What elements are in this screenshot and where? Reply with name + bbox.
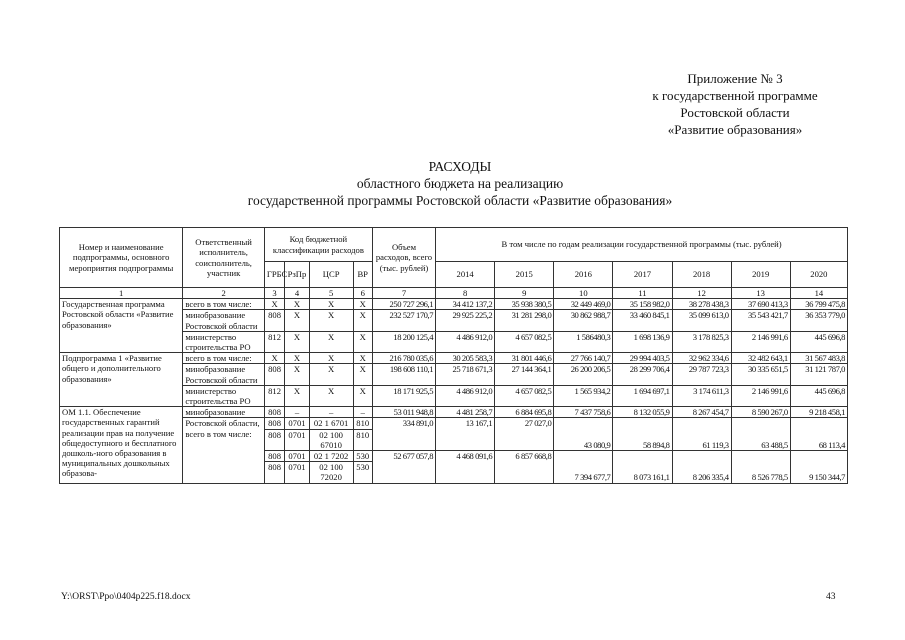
csr-cell: 02 1 7202 xyxy=(309,451,353,462)
column-number: 10 xyxy=(554,288,613,299)
table-row xyxy=(60,353,848,364)
year-value-cell: 35 099 613,0 xyxy=(672,310,731,331)
csr-cell: Х xyxy=(309,310,353,331)
csr-cell: Х xyxy=(309,364,353,385)
header-volume: Объем расходов, всего (тыс. рублей) xyxy=(372,228,435,288)
program-name: ОМ 1.1. Обеспечение государственных гарантий реализации прав на получение общедоступного и бесплатного дошколь-ного образования в муниципальных дошкольных образова- xyxy=(60,407,183,483)
header-csr: ЦСР xyxy=(309,262,353,288)
year-value-cell: 8 132 055,9 xyxy=(613,407,672,418)
vr-cell: Х xyxy=(353,331,372,352)
year-value-cell: 4 486 912,0 xyxy=(436,385,495,406)
header-years-group: В том числе по годам реализации государственной программы (тыс. рублей) xyxy=(436,228,848,262)
rzpr-cell: Х xyxy=(285,299,309,310)
rzpr-cell: Х xyxy=(285,310,309,331)
appendix-block xyxy=(600,70,870,138)
executor-cell: Ростовской области, всего в том числе: xyxy=(183,418,265,483)
year-value-cell: 38 278 438,3 xyxy=(672,299,731,310)
year-value-cell: 2 146 991,6 xyxy=(731,385,790,406)
year-value-cell: 8 073 161,1 xyxy=(613,451,672,484)
year-value-cell: 6 857 668,8 xyxy=(495,451,554,484)
year-value-cell: 26 200 206,5 xyxy=(554,364,613,385)
year-value-cell: 4 486 912,0 xyxy=(436,331,495,352)
year-value-cell: 1 694 697,1 xyxy=(613,385,672,406)
title-line: РАСХОДЫ xyxy=(428,159,492,174)
appendix-line: «Развитие образования» xyxy=(667,122,803,137)
grbs-cell: Х xyxy=(264,299,284,310)
year-value-cell: 36 353 779,0 xyxy=(790,310,847,331)
column-number: 9 xyxy=(495,288,554,299)
grbs-cell: Х xyxy=(264,353,284,364)
header-grbs: ГРБС xyxy=(264,262,284,288)
column-number: 7 xyxy=(372,288,435,299)
appendix-line: к государственной программе xyxy=(652,88,818,103)
header-year: 2020 xyxy=(790,262,847,288)
csr-cell: 02 100 67010 xyxy=(309,429,353,450)
grbs-cell: 812 xyxy=(264,385,284,406)
column-number: 11 xyxy=(613,288,672,299)
rzpr-cell: Х xyxy=(285,364,309,385)
year-value-cell: 31 567 483,8 xyxy=(790,353,847,364)
page-number: 43 xyxy=(826,592,836,602)
header-year: 2015 xyxy=(495,262,554,288)
year-value-cell: 29 994 403,5 xyxy=(613,353,672,364)
year-value-cell: 43 080,9 xyxy=(554,418,613,451)
executor-cell: минобразование Ростовской области xyxy=(183,364,265,385)
program-name: Государственная программа Ростовской области «Развитие образования» xyxy=(60,299,183,353)
grbs-cell: 808 xyxy=(264,310,284,331)
rzpr-cell: – xyxy=(285,407,309,418)
vr-cell: Х xyxy=(353,364,372,385)
csr-cell: – xyxy=(309,407,353,418)
year-value-cell: 31 801 446,6 xyxy=(495,353,554,364)
table-body xyxy=(60,288,848,484)
year-value-cell: 61 119,3 xyxy=(672,418,731,451)
year-value-cell: 27 766 140,7 xyxy=(554,353,613,364)
header-year: 2019 xyxy=(731,262,790,288)
year-value-cell: 8 526 778,5 xyxy=(731,451,790,484)
column-number: 14 xyxy=(790,288,847,299)
year-value-cell: 6 884 695,8 xyxy=(495,407,554,418)
csr-cell: Х xyxy=(309,299,353,310)
year-value-cell: 9 150 344,7 xyxy=(790,451,847,484)
header-program: Номер и наименование подпрограммы, основного мероприятия подпрограммы xyxy=(60,228,183,288)
vr-cell: Х xyxy=(353,353,372,364)
grbs-cell: 808 xyxy=(264,451,284,462)
grbs-cell: 808 xyxy=(264,364,284,385)
total-cell: 18 171 925,5 xyxy=(372,385,435,406)
year-value-cell: 8 267 454,7 xyxy=(672,407,731,418)
document-title xyxy=(140,158,780,209)
csr-cell: Х xyxy=(309,331,353,352)
rzpr-cell: 0701 xyxy=(285,451,309,462)
year-value-cell: 32 449 469,0 xyxy=(554,299,613,310)
header-executor: Ответственный исполнитель, соисполнитель, участник xyxy=(183,228,265,288)
vr-cell: 530 xyxy=(353,462,372,483)
rzpr-cell: Х xyxy=(285,331,309,352)
header-year: 2017 xyxy=(613,262,672,288)
column-number: 3 xyxy=(264,288,284,299)
year-value-cell: 33 460 845,1 xyxy=(613,310,672,331)
year-value-cell: 29 925 225,2 xyxy=(436,310,495,331)
year-value-cell: 1 565 934,2 xyxy=(554,385,613,406)
year-value-cell: 8 590 267,0 xyxy=(731,407,790,418)
csr-cell: 02 1 6701 xyxy=(309,418,353,429)
appendix-line: Приложение № 3 xyxy=(687,71,783,86)
year-value-cell: 35 158 982,0 xyxy=(613,299,672,310)
year-value-cell: 37 690 413,3 xyxy=(731,299,790,310)
executor-cell: минобразование Ростовской области xyxy=(183,310,265,331)
expenses-table xyxy=(59,227,848,484)
total-cell: 250 727 296,1 xyxy=(372,299,435,310)
column-number: 6 xyxy=(353,288,372,299)
year-value-cell: 1 698 136,9 xyxy=(613,331,672,352)
csr-cell: 02 100 72020 xyxy=(309,462,353,483)
year-value-cell: 8 206 335,4 xyxy=(672,451,731,484)
header-year: 2014 xyxy=(436,262,495,288)
executor-cell: министерство строительства РО xyxy=(183,385,265,406)
vr-cell: Х xyxy=(353,385,372,406)
year-value-cell: 3 178 825,3 xyxy=(672,331,731,352)
column-number: 2 xyxy=(183,288,265,299)
year-value-cell: 58 894,8 xyxy=(613,418,672,451)
total-cell: 198 608 110,1 xyxy=(372,364,435,385)
year-value-cell: 4 468 091,6 xyxy=(436,451,495,484)
total-cell: 216 780 035,6 xyxy=(372,353,435,364)
year-value-cell: 36 799 475,8 xyxy=(790,299,847,310)
year-value-cell: 1 586480,3 xyxy=(554,331,613,352)
csr-cell: Х xyxy=(309,353,353,364)
header-rzpr: РзПр xyxy=(285,262,309,288)
column-number: 1 xyxy=(60,288,183,299)
year-value-cell: 28 299 706,4 xyxy=(613,364,672,385)
year-value-cell: 30 205 583,3 xyxy=(436,353,495,364)
vr-cell: 810 xyxy=(353,418,372,429)
title-line: государственной программы Ростовской области «Развитие образования» xyxy=(247,193,673,208)
vr-cell: Х xyxy=(353,310,372,331)
grbs-cell: 808 xyxy=(264,418,284,429)
appendix-line: Ростовской области xyxy=(680,105,790,120)
rzpr-cell: Х xyxy=(285,353,309,364)
year-value-cell: 27 144 364,1 xyxy=(495,364,554,385)
year-value-cell: 13 167,1 xyxy=(436,418,495,451)
rzpr-cell: 0701 xyxy=(285,462,309,483)
executor-cell: министерство строительства РО xyxy=(183,331,265,352)
column-number: 4 xyxy=(285,288,309,299)
column-number-row xyxy=(60,288,848,299)
total-cell: 53 011 948,8 xyxy=(372,407,435,418)
year-value-cell: 31 281 298,0 xyxy=(495,310,554,331)
vr-cell: – xyxy=(353,407,372,418)
total-cell: 334 891,0 xyxy=(372,418,435,451)
year-value-cell: 2 146 991,6 xyxy=(731,331,790,352)
vr-cell: 530 xyxy=(353,451,372,462)
year-value-cell: 35 543 421,7 xyxy=(731,310,790,331)
year-value-cell: 35 938 380,5 xyxy=(495,299,554,310)
year-value-cell: 4 657 082,5 xyxy=(495,331,554,352)
year-value-cell: 25 718 671,3 xyxy=(436,364,495,385)
year-value-cell: 32 482 643,1 xyxy=(731,353,790,364)
header-year: 2016 xyxy=(554,262,613,288)
year-value-cell: 29 787 723,3 xyxy=(672,364,731,385)
table-row xyxy=(60,299,848,310)
executor-cell: всего в том числе: xyxy=(183,353,265,364)
year-value-cell: 4 481 258,7 xyxy=(436,407,495,418)
column-number: 12 xyxy=(672,288,731,299)
total-cell: 52 677 057,8 xyxy=(372,451,435,484)
vr-cell: Х xyxy=(353,299,372,310)
year-value-cell: 32 962 334,6 xyxy=(672,353,731,364)
column-number: 5 xyxy=(309,288,353,299)
rzpr-cell: 0701 xyxy=(285,429,309,450)
column-number: 13 xyxy=(731,288,790,299)
total-cell: 232 527 170,7 xyxy=(372,310,435,331)
executor-cell: всего в том числе: xyxy=(183,299,265,310)
year-value-cell: 30 862 988,7 xyxy=(554,310,613,331)
grbs-cell: 812 xyxy=(264,331,284,352)
program-name: Подпрограмма 1 «Развитие общего и дополнительного образования» xyxy=(60,353,183,407)
year-value-cell: 68 113,4 xyxy=(790,418,847,451)
year-value-cell: 30 335 651,5 xyxy=(731,364,790,385)
header-vr: ВР xyxy=(353,262,372,288)
grbs-cell: 808 xyxy=(264,407,284,418)
header-budget-code: Код бюджетной классификации расходов xyxy=(264,228,372,262)
column-number: 8 xyxy=(436,288,495,299)
year-value-cell: 7 437 758,6 xyxy=(554,407,613,418)
vr-cell: 810 xyxy=(353,429,372,450)
total-cell: 18 200 125,4 xyxy=(372,331,435,352)
year-value-cell: 9 218 458,1 xyxy=(790,407,847,418)
rzpr-cell: Х xyxy=(285,385,309,406)
year-value-cell: 63 488,5 xyxy=(731,418,790,451)
year-value-cell: 445 696,8 xyxy=(790,331,847,352)
year-value-cell: 4 657 082,5 xyxy=(495,385,554,406)
year-value-cell: 3 174 611,3 xyxy=(672,385,731,406)
title-line: областного бюджета на реализацию xyxy=(356,176,564,191)
grbs-cell: 808 xyxy=(264,462,284,483)
header-year: 2018 xyxy=(672,262,731,288)
year-value-cell: 27 027,0 xyxy=(495,418,554,451)
year-value-cell: 31 121 787,0 xyxy=(790,364,847,385)
grbs-cell: 808 xyxy=(264,429,284,450)
year-value-cell: 34 412 137,2 xyxy=(436,299,495,310)
csr-cell: Х xyxy=(309,385,353,406)
year-value-cell: 445 696,8 xyxy=(790,385,847,406)
executor-cell: минобразование xyxy=(183,407,265,418)
table-row xyxy=(60,407,848,418)
year-value-cell: 7 394 677,7 xyxy=(554,451,613,484)
rzpr-cell: 0701 xyxy=(285,418,309,429)
footer-file-path: Y:\ORST\Ppo\0404p225.f18.docx xyxy=(61,592,191,602)
